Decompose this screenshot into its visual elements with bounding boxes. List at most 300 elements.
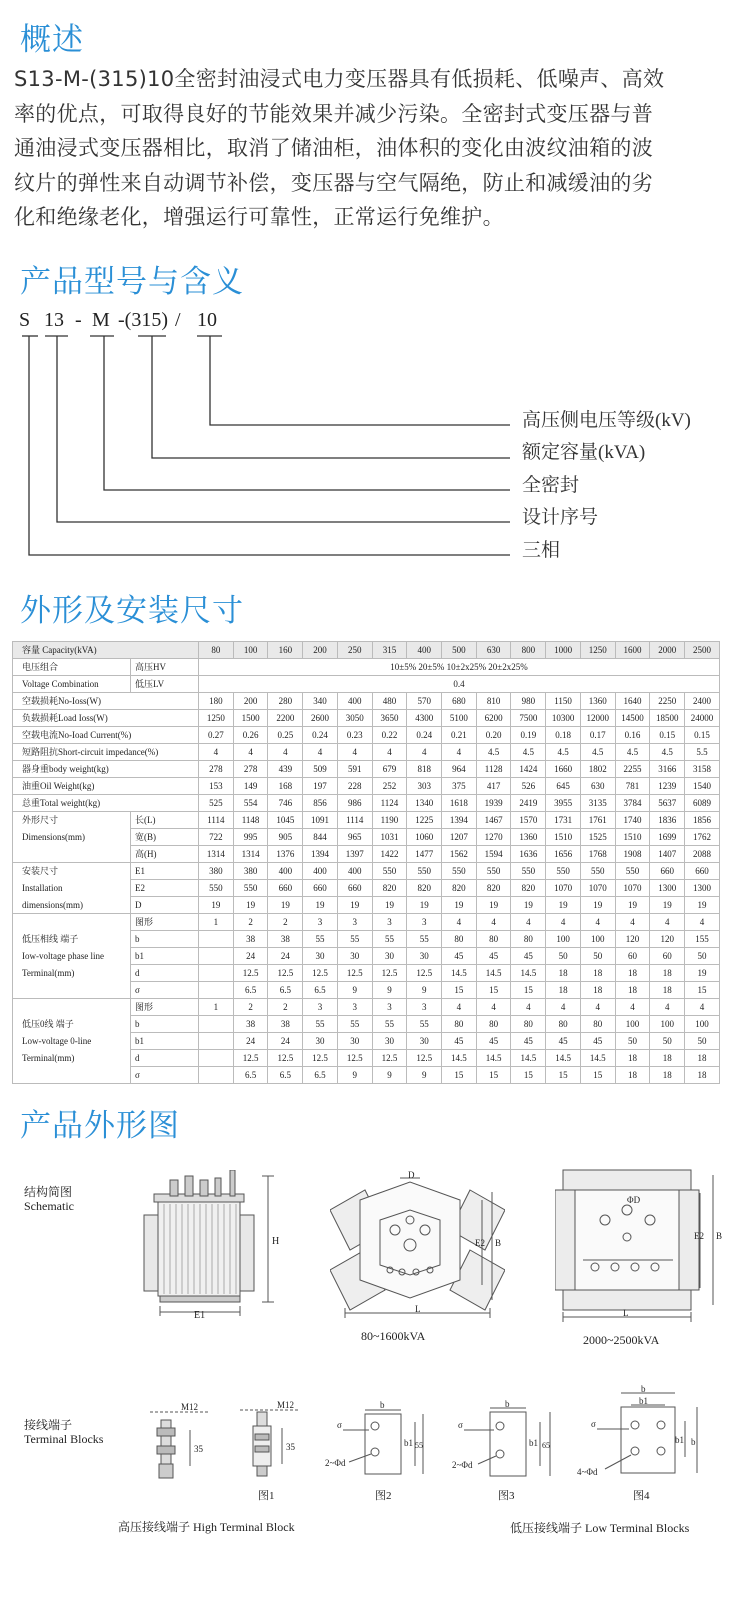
lv0_terminal-value: 3 xyxy=(407,999,442,1016)
dim-b1-fig4-side: b1 xyxy=(675,1435,684,1445)
spec-value: 278 xyxy=(199,761,234,778)
lv-terminal-fig2 xyxy=(325,1400,425,1490)
lv0_terminal-value: 4 xyxy=(580,999,615,1016)
lv_terminal-sub: d xyxy=(131,965,199,982)
lv_terminal-row xyxy=(13,965,720,982)
fig4-label: 图4 xyxy=(633,1490,650,1502)
overview-line: S13-M-(315)10全密封油浸式电力变压器具有低损耗、低噪声、高效 xyxy=(14,67,665,91)
lv_terminal-value: 18 xyxy=(546,982,581,999)
install-value: 660 xyxy=(303,880,338,897)
lv_terminal-sub: b xyxy=(131,931,199,948)
outline-value: 1525 xyxy=(580,829,615,846)
lv0_terminal-row xyxy=(13,1016,720,1033)
lv0_terminal-value: 30 xyxy=(407,1033,442,1050)
spec-value: 149 xyxy=(233,778,268,795)
capacity-value: 1000 xyxy=(546,642,581,659)
overview-heading: 概述 xyxy=(20,22,84,58)
lv0_terminal-value: 55 xyxy=(303,1016,338,1033)
hv-terminal-b xyxy=(235,1400,305,1500)
lv_terminal-value: 50 xyxy=(546,948,581,965)
install-value: 19 xyxy=(511,897,546,914)
outline-value: 1570 xyxy=(511,812,546,829)
lv0_terminal-value xyxy=(199,1050,234,1067)
dim-holes-fig4: 4~Φd xyxy=(577,1467,598,1477)
lv_terminal-value: 15 xyxy=(442,982,477,999)
outline-sub: 长(L) xyxy=(131,812,199,829)
outline-value: 1856 xyxy=(685,812,720,829)
lv_terminal-value: 100 xyxy=(580,931,615,948)
capacity-value: 250 xyxy=(337,642,372,659)
spec-value: 6089 xyxy=(685,795,720,812)
spec-value: 153 xyxy=(199,778,234,795)
spec-value: 5100 xyxy=(442,710,477,727)
terminal-label-cn: 接线端子 xyxy=(24,1418,73,1432)
lv0_terminal-value: 2 xyxy=(268,999,303,1016)
dim-b: B xyxy=(495,1238,502,1248)
install-value: 19 xyxy=(476,897,511,914)
lv0_terminal-value: 80 xyxy=(476,1016,511,1033)
schematic-label-cn: 结构简图 xyxy=(24,1185,73,1199)
outline-value: 1360 xyxy=(511,829,546,846)
lv_terminal-value: 30 xyxy=(337,948,372,965)
dim-l-large: L xyxy=(623,1308,629,1318)
outline-value: 1114 xyxy=(199,812,234,829)
outline-value: 1314 xyxy=(233,846,268,863)
hv-terminal-a xyxy=(145,1400,215,1490)
outline-value: 1510 xyxy=(546,829,581,846)
spec-value: 0.17 xyxy=(580,727,615,744)
lv0_terminal-value: 4 xyxy=(442,999,477,1016)
spec-value: 4.5 xyxy=(580,744,615,761)
lv0_terminal-label: 低压0线 端子 xyxy=(13,1016,131,1033)
spec-value: 1802 xyxy=(580,761,615,778)
lv0_terminal-row xyxy=(13,1033,720,1050)
lv0_terminal-value: 18 xyxy=(650,1067,685,1084)
spec-value: 4.5 xyxy=(615,744,650,761)
lv0_terminal-sub: d xyxy=(131,1050,199,1067)
spec-label: 短路阻抗Short-circuit impedance(%) xyxy=(13,744,199,761)
capacity-value: 400 xyxy=(407,642,442,659)
install-value: 820 xyxy=(442,880,477,897)
lv0_terminal-value: 2 xyxy=(233,999,268,1016)
spec-value: 525 xyxy=(199,795,234,812)
lv0_terminal-value: 30 xyxy=(372,1033,407,1050)
model-heading: 产品型号与含义 xyxy=(20,264,244,300)
lv_terminal-value: 30 xyxy=(372,948,407,965)
outline-value: 1407 xyxy=(650,846,685,863)
lv_terminal-value: 12.5 xyxy=(372,965,407,982)
lv0_terminal-value: 100 xyxy=(650,1016,685,1033)
code-10: 10 xyxy=(197,309,217,331)
lv_terminal-value: 45 xyxy=(476,948,511,965)
capacity-value: 160 xyxy=(268,642,303,659)
lv_terminal-value: 4 xyxy=(546,914,581,931)
capacity-value: 1600 xyxy=(615,642,650,659)
outline-value: 1636 xyxy=(511,846,546,863)
lv0_terminal-row xyxy=(13,1067,720,1084)
lv0_terminal-value: 4 xyxy=(615,999,650,1016)
meaning-capacity: 额定容量(kVA) xyxy=(522,442,646,463)
lv0_terminal-sub: σ xyxy=(131,1067,199,1084)
spec-row xyxy=(13,727,720,744)
lv0_terminal-value: 3 xyxy=(337,999,372,1016)
lv0_terminal-value: 24 xyxy=(233,1033,268,1050)
spec-value: 0.26 xyxy=(233,727,268,744)
lv0_terminal-value: 12.5 xyxy=(337,1050,372,1067)
spec-value: 4 xyxy=(337,744,372,761)
capacity-value: 100 xyxy=(233,642,268,659)
spec-value: 14500 xyxy=(615,710,650,727)
install-value: 1070 xyxy=(546,880,581,897)
capacity-value: 1250 xyxy=(580,642,615,659)
spec-value: 0.24 xyxy=(303,727,338,744)
lv_terminal-value: 18 xyxy=(546,965,581,982)
dim-b1-fig3: b1 xyxy=(529,1438,538,1448)
code-dash: - xyxy=(75,309,82,331)
lv_terminal-row xyxy=(13,914,720,931)
lv_terminal-value: 38 xyxy=(268,931,303,948)
lv_terminal-value: 4 xyxy=(476,914,511,931)
dim-e2: E2 xyxy=(475,1238,485,1248)
lv_terminal-value: 14.5 xyxy=(442,965,477,982)
install-value: 550 xyxy=(511,863,546,880)
spec-label: 空载损耗No-Ioss(W) xyxy=(13,693,199,710)
meaning-sealed: 全密封 xyxy=(522,475,580,496)
spec-value: 2400 xyxy=(685,693,720,710)
drawings-heading: 产品外形图 xyxy=(20,1108,180,1144)
lv_terminal-value: 4 xyxy=(685,914,720,931)
capacity-value: 80 xyxy=(199,642,234,659)
install-value: 550 xyxy=(372,863,407,880)
install-value: 550 xyxy=(233,880,268,897)
lv0_terminal-sub: b1 xyxy=(131,1033,199,1050)
terminal-label xyxy=(24,1418,103,1446)
lv0_terminal-value: 15 xyxy=(442,1067,477,1084)
capacity-value: 2000 xyxy=(650,642,685,659)
capacity-value: 800 xyxy=(511,642,546,659)
caption-small-range: 80~1600kVA xyxy=(361,1329,426,1343)
lv-terminal-fig4 xyxy=(575,1385,710,1485)
lv_terminal-row xyxy=(13,948,720,965)
lv0_terminal-value: 18 xyxy=(685,1050,720,1067)
lv0_terminal-value: 12.5 xyxy=(372,1050,407,1067)
schematic-top-view-large xyxy=(555,1165,730,1325)
spec-value: 0.16 xyxy=(615,727,650,744)
spec-value: 0.22 xyxy=(372,727,407,744)
spec-value: 2419 xyxy=(511,795,546,812)
lv_terminal-value: 50 xyxy=(685,948,720,965)
spec-label: 负载损耗Load Ioss(W) xyxy=(13,710,199,727)
outline-value: 965 xyxy=(337,829,372,846)
spec-value: 375 xyxy=(442,778,477,795)
spec-value: 0.27 xyxy=(199,727,234,744)
spec-value: 1540 xyxy=(685,778,720,795)
outline-value: 1376 xyxy=(268,846,303,863)
outline-value: 1594 xyxy=(476,846,511,863)
lv_terminal-value: 80 xyxy=(442,931,477,948)
lv0_terminal-value: 80 xyxy=(511,1016,546,1033)
outline-value: 905 xyxy=(268,829,303,846)
spec-value: 18500 xyxy=(650,710,685,727)
spec-value: 6200 xyxy=(476,710,511,727)
schematic-side-view xyxy=(130,1170,295,1320)
dim-m12-b: M12 xyxy=(277,1400,295,1410)
spec-value: 986 xyxy=(337,795,372,812)
outline-label xyxy=(13,846,131,863)
outline-value: 1060 xyxy=(407,829,442,846)
lv0_terminal-value: 45 xyxy=(580,1033,615,1050)
lv-value: 0.4 xyxy=(199,676,720,693)
outline-value: 1190 xyxy=(372,812,407,829)
code-13: 13 xyxy=(44,309,64,331)
lv_terminal-value: 100 xyxy=(546,931,581,948)
spec-value: 856 xyxy=(303,795,338,812)
outline-row xyxy=(13,846,720,863)
install-value: 19 xyxy=(580,897,615,914)
hv-label: 高压HV xyxy=(131,659,199,676)
install-value: 820 xyxy=(511,880,546,897)
lv0_terminal-value: 30 xyxy=(337,1033,372,1050)
dim-l: L xyxy=(415,1304,421,1314)
dim-b1-fig4-top: b1 xyxy=(639,1396,648,1406)
lv0_terminal-value: 14.5 xyxy=(546,1050,581,1067)
spec-value: 645 xyxy=(546,778,581,795)
lv_terminal-sub: σ xyxy=(131,982,199,999)
install-value: 660 xyxy=(337,880,372,897)
lv_terminal-value: 18 xyxy=(615,982,650,999)
lv_terminal-value: 60 xyxy=(650,948,685,965)
lv_terminal-value: 3 xyxy=(337,914,372,931)
code-s: S xyxy=(19,309,31,331)
lv0_terminal-value: 80 xyxy=(442,1016,477,1033)
outline-value: 1394 xyxy=(442,812,477,829)
lv_terminal-value: 12.5 xyxy=(268,965,303,982)
spec-value: 1618 xyxy=(442,795,477,812)
outline-value: 1467 xyxy=(476,812,511,829)
voltage-lv-row xyxy=(13,676,720,693)
outline-value: 1270 xyxy=(476,829,511,846)
lv0_terminal-value: 55 xyxy=(372,1016,407,1033)
lv-terminal-fig3 xyxy=(450,1400,560,1490)
dim-phi-d: ΦD xyxy=(627,1195,641,1205)
dim-b-fig3: b xyxy=(505,1400,510,1409)
spec-value: 1124 xyxy=(372,795,407,812)
lv_terminal-value: 18 xyxy=(650,982,685,999)
spec-value: 200 xyxy=(233,693,268,710)
terminal-label-en: Terminal Blocks xyxy=(24,1432,104,1446)
spec-value: 964 xyxy=(442,761,477,778)
install-value: 550 xyxy=(199,880,234,897)
spec-value: 0.24 xyxy=(407,727,442,744)
outline-value: 1045 xyxy=(268,812,303,829)
lv_terminal-value: 12.5 xyxy=(233,965,268,982)
lv_terminal-value: 4 xyxy=(511,914,546,931)
install-label: 安装尺寸 xyxy=(13,863,131,880)
lv0_terminal-value: 14.5 xyxy=(580,1050,615,1067)
lv0_terminal-value: 38 xyxy=(268,1016,303,1033)
lv_terminal-value: 55 xyxy=(337,931,372,948)
lv0_terminal-sub: b xyxy=(131,1016,199,1033)
lv_terminal-value: 6.5 xyxy=(303,982,338,999)
dim-holes-fig2: 2~Φd xyxy=(325,1458,346,1468)
dim-b1-fig2: b1 xyxy=(404,1438,413,1448)
spec-row xyxy=(13,710,720,727)
outline-value: 722 xyxy=(199,829,234,846)
install-value: 660 xyxy=(685,863,720,880)
outline-value: 1225 xyxy=(407,812,442,829)
lv_terminal-label: 低压相线 端子 xyxy=(13,931,131,948)
lv0_terminal-value: 4 xyxy=(650,999,685,1016)
lv0_terminal-row xyxy=(13,999,720,1016)
lv_terminal-value xyxy=(199,982,234,999)
lv0_terminal-value xyxy=(199,1067,234,1084)
outline-row xyxy=(13,812,720,829)
install-value: 19 xyxy=(615,897,650,914)
lv_terminal-value: 30 xyxy=(303,948,338,965)
capacity-value: 315 xyxy=(372,642,407,659)
schematic-label xyxy=(24,1185,74,1213)
install-value: 660 xyxy=(268,880,303,897)
install-value: 380 xyxy=(199,863,234,880)
lv_terminal-value: 9 xyxy=(372,982,407,999)
install-value: 19 xyxy=(233,897,268,914)
outline-value: 1731 xyxy=(546,812,581,829)
spec-value: 630 xyxy=(580,778,615,795)
lv0_terminal-value: 12.5 xyxy=(233,1050,268,1067)
hv-value: 10±5% 20±5% 10±2x25% 20±2x25% xyxy=(199,659,720,676)
spec-value: 4.5 xyxy=(476,744,511,761)
outline-row xyxy=(13,829,720,846)
spec-value: 2255 xyxy=(615,761,650,778)
dim-d: D xyxy=(408,1170,415,1180)
voltage-label-cn: 电压组合 xyxy=(13,659,131,676)
spec-value: 3135 xyxy=(580,795,615,812)
fig3-label: 图3 xyxy=(498,1490,515,1502)
install-value: 1300 xyxy=(650,880,685,897)
outline-value: 1761 xyxy=(580,812,615,829)
lv0_terminal-value xyxy=(199,1016,234,1033)
lv0_terminal-value: 9 xyxy=(407,1067,442,1084)
caption-hv-terminal: 高压接线端子 High Terminal Block xyxy=(118,1520,295,1534)
lv_terminal-value: 24 xyxy=(268,948,303,965)
lv_terminal-value xyxy=(199,948,234,965)
lv0_terminal-value: 1 xyxy=(199,999,234,1016)
install-value: 1300 xyxy=(685,880,720,897)
spec-value: 280 xyxy=(268,693,303,710)
lv0_terminal-label xyxy=(13,999,131,1016)
lv_terminal-value: 15 xyxy=(511,982,546,999)
spec-value: 4 xyxy=(407,744,442,761)
lv0_terminal-label: Low-voltage 0-line xyxy=(13,1033,131,1050)
outline-value: 1314 xyxy=(199,846,234,863)
lv0_terminal-sub: 图形 xyxy=(131,999,199,1016)
spec-value: 4 xyxy=(268,744,303,761)
code-m: M xyxy=(92,309,110,331)
spec-value: 0.21 xyxy=(442,727,477,744)
spec-value: 180 xyxy=(199,693,234,710)
lv_terminal-value: 4 xyxy=(650,914,685,931)
caption-lv-terminal: 低压接线端子 Low Terminal Blocks xyxy=(510,1521,690,1535)
outline-value: 1477 xyxy=(407,846,442,863)
spec-value: 10300 xyxy=(546,710,581,727)
install-row xyxy=(13,880,720,897)
lv_terminal-value: 1 xyxy=(199,914,234,931)
install-value: 550 xyxy=(442,863,477,880)
spec-value: 3650 xyxy=(372,710,407,727)
spec-value: 278 xyxy=(233,761,268,778)
spec-value: 439 xyxy=(268,761,303,778)
dim-e2-large: E2 xyxy=(694,1231,704,1241)
lv_terminal-value: 60 xyxy=(615,948,650,965)
spec-value: 0.15 xyxy=(685,727,720,744)
lv0_terminal-value: 30 xyxy=(303,1033,338,1050)
lv_terminal-value: 9 xyxy=(407,982,442,999)
lv_terminal-label xyxy=(13,914,131,931)
install-value: 19 xyxy=(372,897,407,914)
spec-value: 2250 xyxy=(650,693,685,710)
spec-value: 4 xyxy=(442,744,477,761)
lv0_terminal-value: 18 xyxy=(615,1067,650,1084)
spec-value: 1250 xyxy=(199,710,234,727)
capacity-label: 容量 Capacity(kVA) xyxy=(13,642,199,659)
lv0_terminal-value: 15 xyxy=(511,1067,546,1084)
install-value: 19 xyxy=(442,897,477,914)
dim-sigma-fig3: σ xyxy=(458,1420,463,1430)
install-value: 19 xyxy=(268,897,303,914)
outline-sub: 宽(B) xyxy=(131,829,199,846)
lv0_terminal-value: 100 xyxy=(615,1016,650,1033)
spec-value: 980 xyxy=(511,693,546,710)
spec-value: 4.5 xyxy=(511,744,546,761)
lv0_terminal-value: 55 xyxy=(407,1016,442,1033)
lv0_terminal-value: 4 xyxy=(511,999,546,1016)
caption-large-range: 2000~2500kVA xyxy=(583,1333,660,1347)
meaning-three-phase: 三相 xyxy=(522,540,561,561)
install-value: 550 xyxy=(476,863,511,880)
lv_terminal-sub: b1 xyxy=(131,948,199,965)
lv_terminal-value: 19 xyxy=(685,965,720,982)
dim-holes-fig3: 2~Φd xyxy=(452,1460,473,1470)
spec-value: 303 xyxy=(407,778,442,795)
lv_terminal-sub: 图形 xyxy=(131,914,199,931)
spec-value: 4 xyxy=(233,744,268,761)
capacity-value: 500 xyxy=(442,642,477,659)
dim-35-b: 35 xyxy=(286,1442,295,1452)
lv0_terminal-value: 100 xyxy=(685,1016,720,1033)
install-value: 19 xyxy=(303,897,338,914)
lv_terminal-value: 18 xyxy=(580,982,615,999)
lv0_terminal-value: 38 xyxy=(233,1016,268,1033)
install-value: 550 xyxy=(546,863,581,880)
spec-label: 总重Total weight(kg) xyxy=(13,795,199,812)
lv0_terminal-value: 14.5 xyxy=(442,1050,477,1067)
spec-value: 2600 xyxy=(303,710,338,727)
spec-value: 4 xyxy=(372,744,407,761)
spec-value: 818 xyxy=(407,761,442,778)
spec-value: 0.19 xyxy=(511,727,546,744)
install-value: 19 xyxy=(546,897,581,914)
spec-value: 1660 xyxy=(546,761,581,778)
outline-label: Dimensions(mm) xyxy=(13,829,131,846)
lv_terminal-value: 15 xyxy=(685,982,720,999)
lv0_terminal-value: 15 xyxy=(580,1067,615,1084)
spec-value: 0.23 xyxy=(337,727,372,744)
spec-value: 340 xyxy=(303,693,338,710)
install-value: 550 xyxy=(580,863,615,880)
spec-value: 3158 xyxy=(685,761,720,778)
spec-value: 1640 xyxy=(615,693,650,710)
outline-value: 1148 xyxy=(233,812,268,829)
